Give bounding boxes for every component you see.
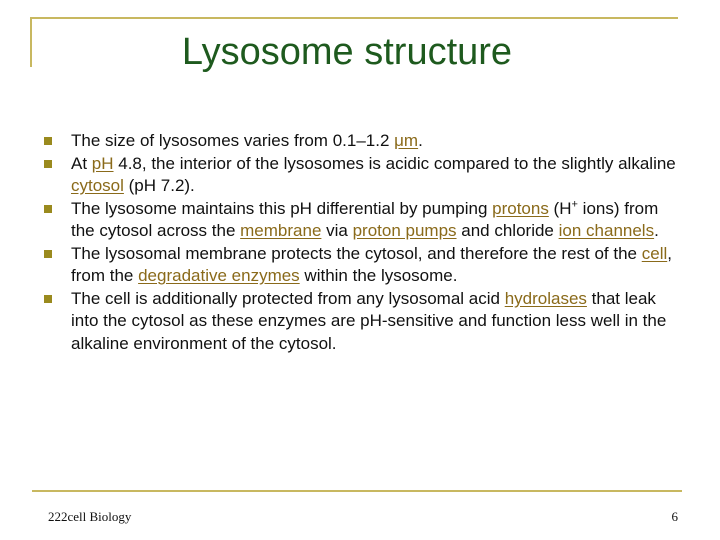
bullet-square-icon [44,160,52,168]
bullet-square-icon [44,295,52,303]
link-membrane[interactable]: membrane [240,221,322,240]
bullet-item-ph: At pH 4.8, the interior of the lysosomes is acidic compared to the slightly alkaline cytosol (pH 7.2). [44,153,684,198]
bullet-item-hydrolases: The cell is additionally protected from any lysosomal acid hydrolases that leak into the cytosol as these enzymes are pH-sensitive and function less well in the alkaline environment of the cytosol. [44,288,684,356]
link-proton-pumps[interactable]: proton pumps [352,221,457,240]
link-degradative-enzymes[interactable]: degradative enzymes [138,266,300,285]
bullet-list [44,130,684,355]
link-cytosol[interactable]: cytosol [71,176,124,195]
bullet-square-icon [44,250,52,258]
bullet-square-icon [44,205,52,213]
bullet-item-size: The size of lysosomes varies from 0.1–1.2 μm. [44,130,684,153]
slide-title: Lysosome structure [181,31,513,73]
link-protons[interactable]: protons [492,198,549,218]
link-cell[interactable]: cell [641,243,668,263]
bullet-item-protons: The lysosome maintains this pH differential by pumping protons (H+ ions) from the cytosol across the membrane via proton pumps and chloride ion channels. [44,198,684,243]
link-ion-channels[interactable]: ion channels [558,221,655,240]
link-um[interactable]: μm [394,131,419,150]
link-hydrolases[interactable]: hydrolases [504,288,587,308]
frame-top-border [30,17,678,19]
bullet-item-membrane: The lysosomal membrane protects the cytosol, and therefore the rest of the cell, from the degradative enzymes within the lysosome. [44,243,684,288]
footer-course-label: 222cell Biology [48,509,132,524]
link-ph[interactable]: pH [91,153,114,173]
footer-divider [32,490,682,492]
page-number: 6 [671,509,678,524]
bullet-square-icon [44,137,52,145]
